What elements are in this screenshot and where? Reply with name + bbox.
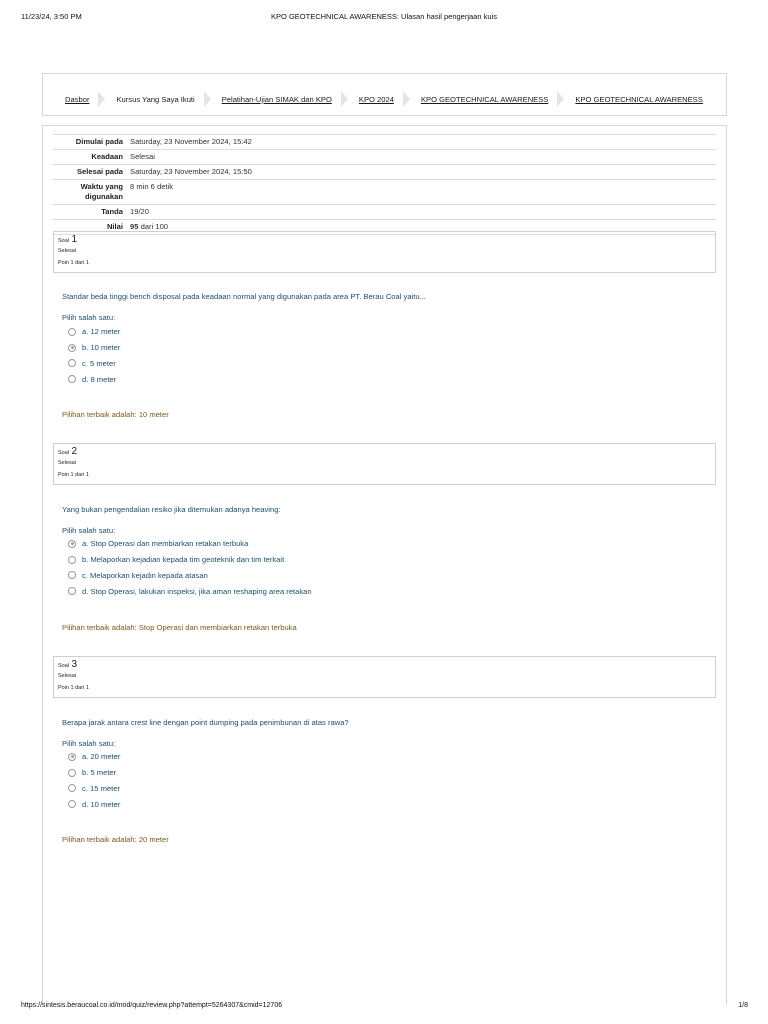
answer-option[interactable]: a. Stop Operasi dan membiarkan retakan terbuka [68,536,312,552]
grade-out-of: dari 100 [140,222,169,231]
radio-unselected-icon[interactable] [68,328,76,336]
question-text: Standar beda tinggi bench disposal pada keadaan normal yang digunakan pada area PT. Berau Coal yaitu... [62,292,426,301]
grade-score: 95 [130,222,139,231]
answer-option[interactable]: d. 8 meter [68,371,120,387]
answer-option[interactable]: a. 20 meter [68,749,120,765]
radio-unselected-icon[interactable] [68,571,76,579]
answer-option[interactable]: d. 10 meter [68,796,120,812]
correct-answer-feedback: Pilihan terbaik adalah: Stop Operasi dan membiarkan retakan terbuka [62,623,297,632]
summary-value: 8 min 6 detik [130,182,174,191]
summary-value: Saturday, 23 November 2024, 15:50 [130,167,252,176]
question-text: Yang bukan pengendalian resiko jika ditemukan adanya heaving: [62,505,281,514]
radio-unselected-icon[interactable] [68,800,76,808]
radio-selected-icon[interactable] [68,540,76,548]
question-state: Selesai [58,460,77,466]
question-info-box [53,656,716,698]
breadcrumb-link-kpo-2024[interactable]: KPO 2024 [358,94,394,104]
summary-row-started [53,135,716,150]
breadcrumb [65,91,703,107]
question-number: Soal 2 [58,446,78,457]
print-footer [0,1002,768,1014]
radio-unselected-icon[interactable] [68,375,76,383]
answer-options [68,749,120,812]
summary-label: Selesai pada [76,167,123,176]
summary-value: Selesai [130,152,155,161]
answer-prompt: Pilih salah satu: [62,526,116,535]
correct-answer-feedback: Pilihan terbaik adalah: 20 meter [62,835,169,844]
answer-options [68,536,312,599]
radio-unselected-icon[interactable] [68,556,76,564]
radio-selected-icon[interactable] [68,344,76,352]
answer-option[interactable]: b. 5 meter [68,765,120,781]
breadcrumb-separator [98,91,107,107]
answer-options [68,324,120,387]
question-info-box [53,443,716,485]
question-text: Berapa jarak antara crest line dengan point dumping pada penimbunan di atas rawa? [62,718,349,727]
answer-prompt: Pilih salah satu: [62,313,116,322]
radio-unselected-icon[interactable] [68,587,76,595]
question-grade: Poin 1 dari 1 [58,472,89,478]
answer-option[interactable]: c. 5 meter [68,356,120,372]
answer-option[interactable]: b. 10 meter [68,340,120,356]
attempt-summary-table [53,134,716,235]
radio-selected-icon[interactable] [68,753,76,761]
answer-option[interactable]: c. Melaporkan kejadin kepada atasan [68,568,312,584]
summary-label: Dimulai pada [75,137,123,146]
answer-option[interactable]: b. Melaporkan kejadian kepada tim geoteknik dan tim terkait [68,552,312,568]
question-number: Soal 3 [58,659,78,670]
answer-option[interactable]: d. Stop Operasi, lakukan inspeksi, jika aman reshaping area retakan [68,583,312,599]
print-url: https://sintesis.beraucoal.co.id/mod/quiz/review.php?attempt=5264307&cmid=12706 [21,1002,283,1009]
question-grade: Poin 1 dari 1 [58,685,89,691]
answer-option[interactable]: c. 15 meter [68,781,120,797]
answer-option[interactable]: a. 12 meter [68,324,120,340]
summary-label: Nilai [106,222,123,231]
summary-label: Waktu yang digunakan [80,182,123,201]
breadcrumb-link-course[interactable]: KPO GEOTECHNICAL AWARENESS [420,94,549,104]
question-grade: Poin 1 dari 1 [58,260,89,266]
summary-row-state [53,150,716,165]
print-datetime: 11/23/24, 3:50 PM [21,12,82,21]
breadcrumb-link-dasbor[interactable]: Dasbor [65,94,90,104]
radio-unselected-icon[interactable] [68,769,76,777]
breadcrumb-separator [204,91,213,107]
radio-unselected-icon[interactable] [68,359,76,367]
question-info-box [53,231,716,273]
summary-label: Tanda [101,207,123,216]
summary-value: 19/20 [130,207,150,216]
breadcrumb-separator [341,91,350,107]
answer-prompt: Pilih salah satu: [62,739,116,748]
print-page-number: 1/8 [738,1002,748,1009]
breadcrumb-link-pelatihan[interactable]: Pelatihan-Ujian SIMAK dan KPO [221,94,332,104]
print-header [0,12,768,24]
radio-unselected-icon[interactable] [68,784,76,792]
question-number: Soal 1 [58,234,78,245]
summary-row-completed [53,165,716,180]
breadcrumb-separator [403,91,412,107]
breadcrumb-link-quiz[interactable]: KPO GEOTECHNICAL AWARENESS [575,94,703,104]
question-state: Selesai [58,248,77,254]
question-state: Selesai [58,673,77,679]
breadcrumb-item-kursus: Kursus Yang Saya Ikuti [116,94,195,104]
correct-answer-feedback: Pilihan terbaik adalah: 10 meter [62,410,169,419]
summary-label: Keadaan [91,152,123,161]
summary-value: Saturday, 23 November 2024, 15:42 [130,137,252,146]
summary-row-time-taken [53,180,716,205]
summary-row-marks [53,205,716,220]
breadcrumb-separator [557,91,566,107]
print-page-title: KPO GEOTECHNICAL AWARENESS: Ulasan hasil pengerjaan kuis [271,12,497,21]
breadcrumb-box [42,73,727,116]
